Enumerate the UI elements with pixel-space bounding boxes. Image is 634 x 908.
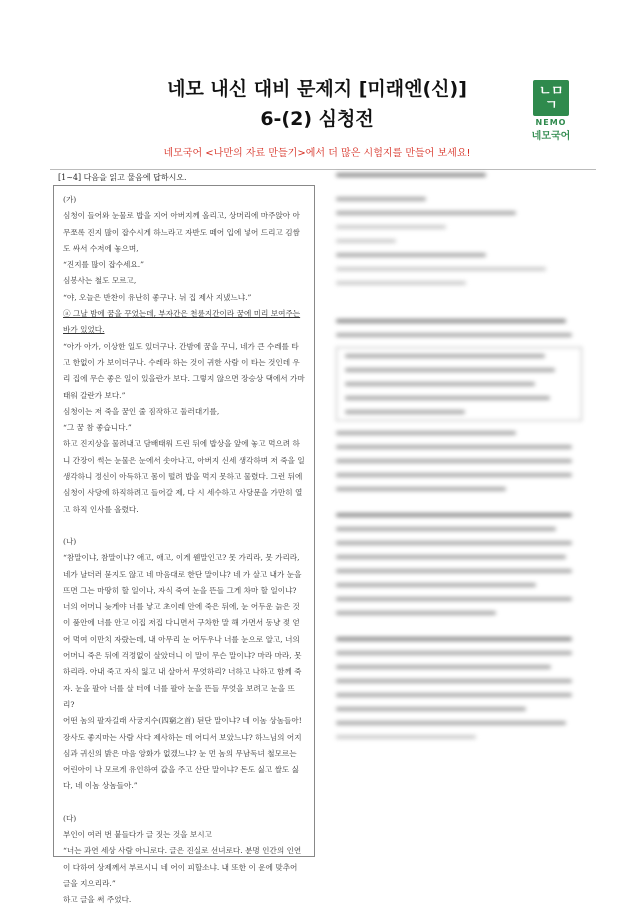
passage-paragraph: “아가 아가, 이상한 일도 있더구나. 간밤에 꿈을 꾸니, 네가 큰 수레를 타고 한없이 가 보이더구나. 수레라 하는 것이 귀한 사람 이 타는 것인데 우리 집에 무슨 좋은 일이 있을란가 보다. 그렇지 않으면 장승상 댁에서 가마태워 갈란가 보다.”	[63, 341, 305, 400]
passage-paragraph: 하고 글을 써 주었다.	[63, 895, 132, 905]
blurred-questions-column	[336, 163, 582, 753]
section-label: (나)	[63, 536, 77, 546]
question-instruction: [1~4] 다음을 읽고 물음에 답하시오.	[58, 173, 187, 182]
passage-paragraph: “그 꿈 참 좋습니다.”	[63, 423, 132, 433]
passage-paragraph: 심청이는 저 죽을 꿈인 줄 짐작하고 둘러대기를,	[63, 406, 220, 416]
underlined-passage-a: ⓐ 그날 밤에 꿈을 꾸었는데, 부자간은 천륜지간이라 꿈에 미리 보여주는 바가 있었다.	[63, 309, 301, 335]
section-label: (다)	[63, 813, 77, 823]
passage-paragraph: “진지를 많이 잡수세요.”	[63, 260, 145, 270]
passage-paragraph: “참말이냐, 참말이냐? 애고, 애고, 이게 웬말인고? 못 가리라, 못 가리라, 네가 날더러 묻지도 않고 네 마음대로 한단 말이냐? 네 가 살고 내가 눈을 뜨면 그는 마땅히 할 일이나, 자식 죽여 눈을 뜬들 그게 차마 할 일이냐? 너의 어머니 늦게야 너를 낳고 초이레 안에 죽은 뒤에, 눈 어두운 늙은 것이 품안에 너를 안고 이집 저집 다니면서 구차한 말 해 가면서 동냥 젖 얻어 먹여 이만치 자랐는데, 내 아무리 눈 어두우나 너를 눈으로 알고, 너의 어머니 죽은 뒤에 걱정없이 살았더니 이 말이 무슨 말이냐? 마라 마라, 못 하리라. 아내 죽고 자식 잃고 내 살아서 무엇하리? 너하고 나하고 함께 죽자. 눈을 팔아 너를 살 터에 너를 팔아 눈을 뜬들 무엇을 보려고 눈을 뜨리?	[63, 553, 302, 709]
passage-paragraph: 하고 진지상을 물려내고 담배태워 드린 뒤에 밥상을 앞에 놓고 먹으려 하니 간장이 썩는 눈물은 눈에서 솟아나고, 아버지 신세 생각하며 저 죽을 일 생각하니 정신이 아득하고 몸이 떨려 밥을 먹지 못하고 물렸다. 그런 뒤에 심청이 사당에 하직하려고 들어갈 제, 다 시 세수하고 사당문을 가만히 열고 하직 인사를 올렸다.	[63, 439, 305, 514]
section-label: (가)	[63, 195, 77, 204]
logo-brand-ko: 네모국어	[531, 131, 571, 142]
logo-brand-en: NEMO	[535, 118, 567, 127]
passage-box	[53, 185, 315, 905]
passage-paragraph: 부인이 여러 번 붙들다가 글 짓는 것을 보시고	[63, 829, 212, 839]
nemo-logo	[518, 80, 584, 142]
passage-paragraph: 어떤 놈의 팔자길래 사궁지수(四窮之首) 된단 말이냐? 네 이놈 상놈들아! 장사도 좋지마는 사람 사다 제사하는 데 어디서 보았느냐? 하느님의 어지심과 귀신의 밝은 마음 앙화가 없겠느냐? 눈 먼 놈의 무남독녀 철모르는 어린아이 나 모르게 유인하여 값을 주고 산단 말이냐? 돈도 싫고 쌀도 싫다, 네 이놈 상놈들아.”	[63, 716, 302, 791]
passage-paragraph: “야, 오늘은 반찬이 유난히 좋구나. 뉘 집 제사 지냈느냐.”	[63, 292, 252, 302]
blurred-box	[336, 347, 582, 421]
passage-paragraph: 심봉사는 철도 모르고,	[63, 276, 137, 286]
nemo-logo-mark-icon: ㄴ ㅁ ㄱ	[533, 80, 569, 116]
passage-paragraph: 심청이 들어와 눈물로 밥을 지어 아버지께 올리고, 상머리에 마주앉아 아무쪼록 진지 많이 잡수시게 하느라고 자반도 떼어 입에 넣어 드리고 김쌈도 싸서 수저에 놓으며,	[63, 211, 300, 253]
page-title-line1: 네모 내신 대비 문제지 [미래엔(신)]	[167, 78, 467, 100]
page-title-line2: 6-(2) 심청전	[260, 108, 374, 130]
promo-subtitle: 네모국어 <나만의 자료 만들기>에서 더 많은 시험지를 만들어 보세요!	[163, 148, 471, 159]
passage-paragraph: “너는 과연 세상 사람 아니로다. 글은 진실로 선녀로다. 분명 인간의 인연이 다하여 상제께서 부르시니 네 어이 피할소냐. 내 또한 이 운에 맞추어 글을 지으리라.”	[63, 846, 302, 888]
